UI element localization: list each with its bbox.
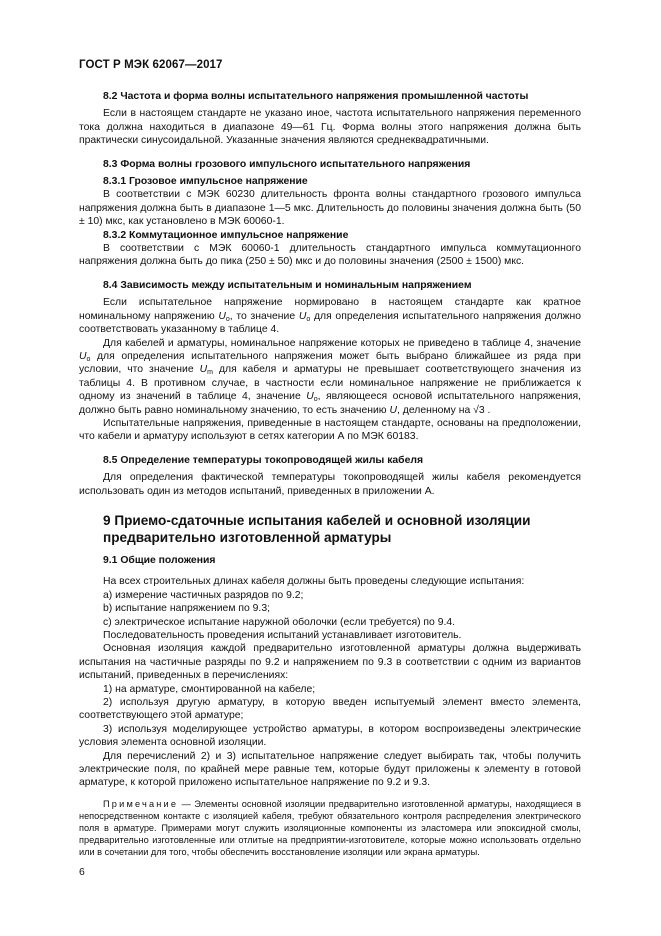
section-9-1-intro: На всех строительных длинах кабеля должны быть проведены следующие испытания:	[103, 576, 525, 588]
standard-header: ГОСТ Р МЭК 62067—2017	[79, 59, 223, 71]
section-8-3-1-title: 8.3.1 Грозовое импульсное напряжение	[103, 176, 308, 188]
section-8-5-text: Для определения фактической температуры токопроводящей жилы кабеля рекомендуется использовать один из методов испытаний, приведенных в приложении А.	[79, 472, 581, 497]
section-8-4-para-2: Для кабелей и арматуры, номинальное напряжение которых не приведено в таблице 4, значение $U_o$ для определения испытательного напряжения может быть выбрано ближайшее из ряда при условии, что значение $U_m$ для кабеля и арматуры не превышает соответствующего значения из таблицы 4. В противном случае, в частности если номинальное напряжение не приближается к одному из значений в таблице 4, значение $U_o$, являющееся основой испытательного напряжения, должно быть равно номинальному значению, то есть значению U, деленному на √3 .	[79, 337, 581, 416]
section-8-4-para-1: Если испытательное напряжение нормировано в настоящем стандарте как кратное номинальному напряжению $U_o$, то значение $U_o$ для определения испытательного напряжения должно соответствовать указанному в таблице 4.	[79, 297, 581, 336]
list-item: b) испытание напряжением по 9.3;	[103, 603, 270, 615]
section-9-1-main: Основная изоляция каждой предварительно изготовленной арматуры должна выдерживать испытания на частичные разряды по 9.2 и напряжением по 9.3 в соответствии с одним из вариантов испытаний, приведенных в перечислениях:	[79, 643, 581, 682]
section-8-3-2-title: 8.3.2 Коммутационное импульсное напряжение	[103, 229, 349, 241]
section-9-1-title: 9.1 Общие положения	[103, 554, 216, 566]
option-item: 3) используя моделирующее устройство арматуры, в котором воспроизведены электрические условия элемента основной изоляции.	[79, 723, 581, 749]
list-item: a) измерение частичных разрядов по 9.2;	[103, 589, 304, 601]
section-8-3-title: 8.3 Форма волны грозового импульсного испытательного напряжения	[103, 158, 471, 170]
section-8-3-1-text: В соответствии с МЭК 60230 длительность фронта волны стандартного грозового импульса напряжения должна быть в диапазоне 1—5 мкс. Длительность до половины значения должна быть (50 ± 10) мкс, как установлено в МЭК 60060-1.	[79, 189, 581, 228]
section-9-1-last: Для перечислений 2) и 3) испытательное напряжение следует выбирать так, чтобы получить электрические поля, по крайней мере равные тем, которые будут приложены к элементу в готовой арматуре, к которой приложено испытательное напряжение по 9.2 и 9.3.	[79, 750, 581, 789]
option-item: 2) используя другую арматуру, в которую введен испытуемый элемент вместо элемента, соответствующего этой арматуре;	[79, 697, 581, 722]
note-label: Примечание	[103, 798, 179, 809]
section-8-2-text: Если в настоящем стандарте не указано иное, частота испытательного напряжения переменного тока должна находиться в диапазоне 49—61 Гц. Форма волны этого напряжения должна быть практически синусоидальной. Указанные значения являются среднеквадратичными.	[79, 108, 581, 147]
section-9-1-sequence: Последовательность проведения испытаний устанавливает изготовитель.	[103, 630, 462, 641]
note: Примечание — Элементы основной изоляции предварительно изготовленной арматуры, находящиеся в непосредственном контакте с изоляцией кабеля, требуют обязательного контроля распределения электрического поля в арматуре. Примерами могут служить изоляционные компоненты из эластомера или эпоксидной смолы, предварительно изготовленные или отлитые на предприятии-изготовителе, которые можно использовать отдельно или в сочетании для того, чтобы обеспечить восстановление изоляции или экрана арматуры.	[79, 798, 581, 857]
section-8-5-title: 8.5 Определение температуры токопроводящей жилы кабеля	[103, 454, 424, 466]
section-8-4-title: 8.4 Зависимость между испытательным и номинальным напряжением	[103, 279, 472, 291]
section-8-2-title: 8.2 Частота и форма волны испытательного напряжения промышленной частоты	[103, 91, 529, 102]
section-8-3-2-text: В соответствии с МЭК 60060-1 длительность стандартного импульса коммутационного напряжения должна быть до пика (250 ± 50) мкс и до половины значения (2500 ± 1500) мкс.	[79, 243, 581, 268]
option-item: 1) на арматуре, смонтированной на кабеле;	[103, 683, 316, 695]
sqrt-three-symbol: √3	[473, 404, 485, 416]
page-number: 6	[79, 867, 85, 878]
page-content	[79, 90, 581, 858]
section-9-title: 9 Приемо-сдаточные испытания кабелей и основной изоляции предварительно изготовленной арматуры	[103, 512, 531, 545]
section-8-4-para-3: Испытательные напряжения, приведенные в настоящем стандарте, основаны на предположении, что кабели и арматуру используют в сетях категории А по МЭК 60183.	[79, 417, 581, 443]
list-item: c) электрическое испытание наружной оболочки (если требуется) по 9.4.	[103, 616, 456, 628]
